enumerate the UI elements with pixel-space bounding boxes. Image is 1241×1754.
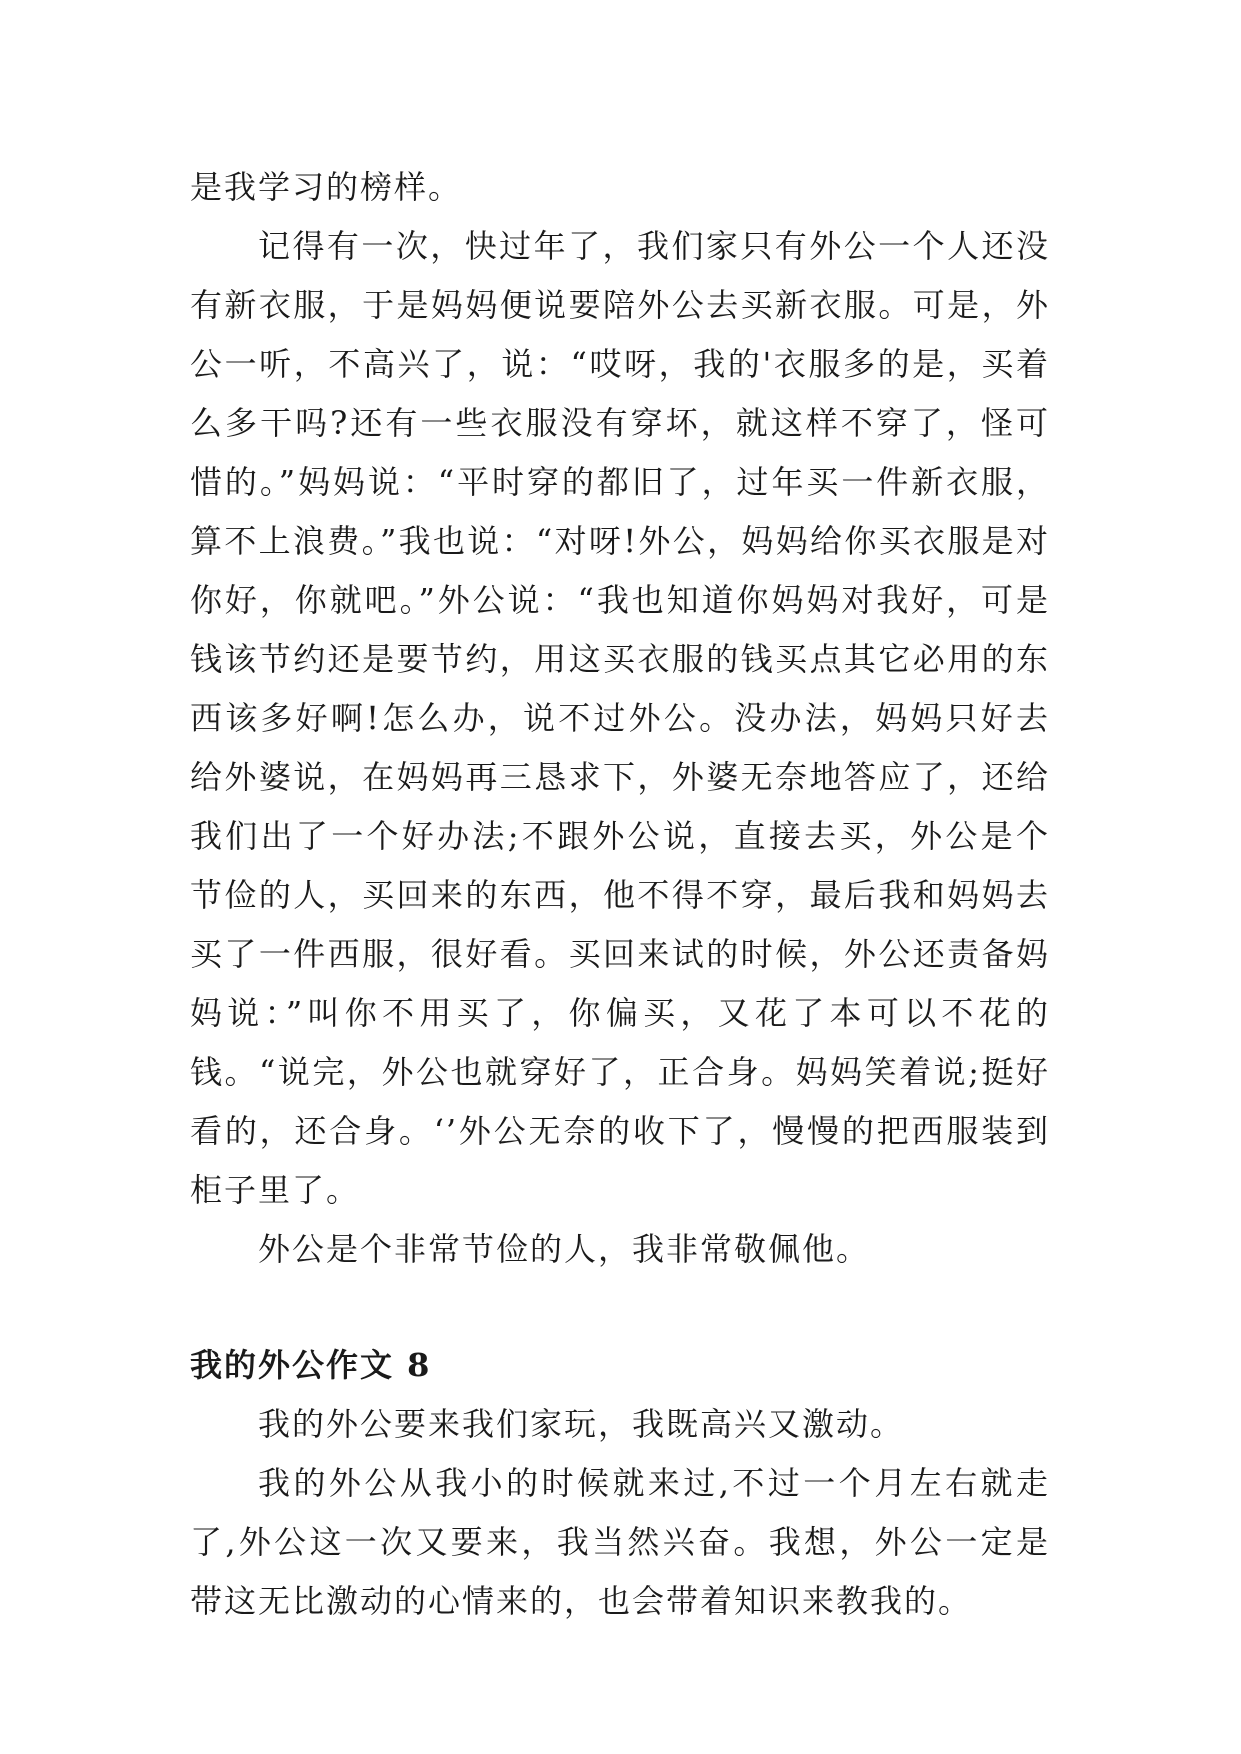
document-page [190, 158, 1050, 1631]
essay-title: 我的外公作文 8 [190, 1346, 432, 1384]
paragraph-continuation: 是我学习的榜样。 [190, 168, 463, 206]
paragraph-intro: 我的外公要来我们家玩，我既高兴又激动。 [258, 1405, 905, 1443]
paragraph-new-clothes-story: 记得有一次，快过年了，我们家只有外公一个人还没有新衣服，于是妈妈便说要陪外公去买新衣服。可是，外公一听，不高兴了，说：“哎呀，我的'衣服多的是，买着么多干吗?还有一些衣服没有穿坏，就这样不穿了，怪可惜的。”妈妈说：“平时穿的都旧了，过年买一件新衣服，算不上浪费。”我也说：“对呀!外公，妈妈给你买衣服是对你好，你就吧。”外公说：“我也知道你妈妈对我好，可是钱该节约还是要节约，用这买衣服的钱买点其它必用的东西该多好啊!怎么办，说不过外公。没办法，妈妈只好去给外婆说，在妈妈再三恳求下，外婆无奈地答应了，还给我们出了一个好办法;不跟外公说，直接去买，外公是个节俭的人，买回来的东西，他不得不穿，最后我和妈妈去买了一件西服，很好看。买回来试的时候，外公还责备妈妈说：”叫你不用买了，你偏买，又花了本可以不花的钱。“说完，外公也就穿好了，正合身。妈妈笑着说;挺好看的，还合身。‘’外公无奈的收下了，慢慢的把西服装到柜子里了。 [190, 227, 1050, 1209]
paragraph-conclusion: 外公是个非常节俭的人，我非常敬佩他。 [258, 1230, 871, 1268]
paragraph-visit: 我的外公从我小的时候就来过,不过一个月左右就走了,外公这一次又要来，我当然兴奋。我想，外公一定是带这无比激动的心情来的，也会带着知识来教我的。 [190, 1464, 1050, 1620]
